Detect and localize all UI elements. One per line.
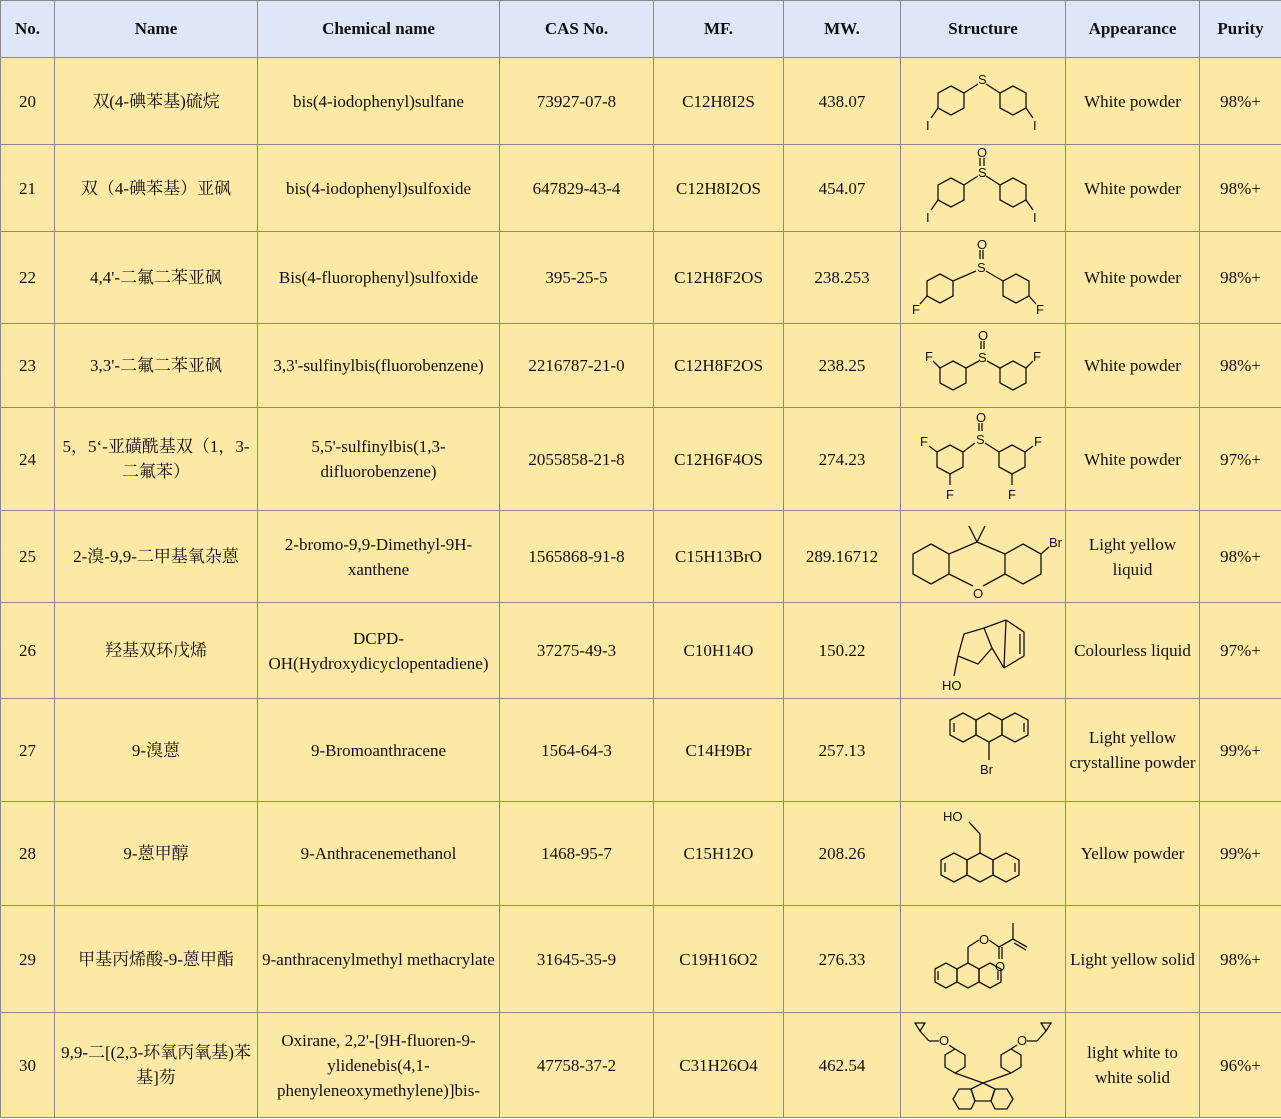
cell-purity[interactable]: 97%+ <box>1200 603 1281 699</box>
cell-appearance[interactable]: White powder <box>1066 408 1200 511</box>
cell-name[interactable]: 羟基双环戊烯 <box>55 603 258 699</box>
cell-purity[interactable]: 97%+ <box>1200 408 1281 511</box>
cell-no[interactable]: 28 <box>1 802 55 906</box>
cell-appearance[interactable]: White powder <box>1066 324 1200 408</box>
structure-drawing <box>928 702 1038 798</box>
cell-name[interactable]: 5，5‘-亚磺酰基双（1，3-二氟苯） <box>55 408 258 511</box>
cell-chemical-name[interactable]: 2-bromo-9,9-Dimethyl-9H-xanthene <box>258 511 500 603</box>
structure-drawing <box>908 411 1058 507</box>
oxygen-label: O <box>995 959 1006 974</box>
cell-no[interactable]: 25 <box>1 511 55 603</box>
cell-mw[interactable]: 257.13 <box>784 699 901 802</box>
cell-mw[interactable]: 238.25 <box>784 324 901 408</box>
iodine-label: I <box>926 118 930 133</box>
table-row <box>1 906 1281 1013</box>
table-row <box>1 1013 1281 1118</box>
oxygen-label: O <box>939 1033 950 1048</box>
fluorine-label: F <box>1034 434 1042 449</box>
sulfur-label: S <box>977 259 986 275</box>
cell-name[interactable]: 甲基丙烯酸-9-蒽甲酯 <box>55 906 258 1013</box>
cell-mf[interactable]: C12H6F4OS <box>654 408 784 511</box>
cell-chemical-name[interactable]: 9-anthracenylmethyl methacrylate <box>258 906 500 1013</box>
oxygen-label: O <box>978 330 989 343</box>
cell-mw[interactable]: 150.22 <box>784 603 901 699</box>
header-mf[interactable]: MF. <box>654 1 784 58</box>
iodine-label: I <box>926 210 930 225</box>
cell-mf[interactable]: C12H8I2S <box>654 58 784 145</box>
table-row <box>1 511 1281 603</box>
bromine-label: Br <box>980 762 993 777</box>
cell-purity[interactable]: 98%+ <box>1200 906 1281 1013</box>
cell-appearance[interactable]: Light yellow liquid <box>1066 511 1200 603</box>
table-row <box>1 324 1281 408</box>
cell-cas[interactable]: 31645-35-9 <box>500 906 654 1013</box>
sulfur-label: S <box>978 349 987 365</box>
header-purity[interactable]: Purity <box>1200 1 1281 58</box>
fluorine-label: F <box>1008 487 1016 502</box>
fluorine-label: F <box>920 434 928 449</box>
cell-name[interactable]: 双（4-碘苯基）亚砜 <box>55 145 258 232</box>
sulfur-label: S <box>976 432 985 447</box>
table-row <box>1 58 1281 145</box>
fluorine-label: F <box>1033 348 1041 364</box>
cell-mf[interactable]: C12H8F2OS <box>654 324 784 408</box>
cell-chemical-name[interactable]: DCPD-OH(Hydroxydicyclopentadiene) <box>258 603 500 699</box>
cell-mw[interactable]: 454.07 <box>784 145 901 232</box>
cell-name[interactable]: 双(4-碘苯基)硫烷 <box>55 58 258 145</box>
header-row <box>1 1 1281 58</box>
cell-mw[interactable]: 438.07 <box>784 58 901 145</box>
cell-appearance[interactable]: Colourless liquid <box>1066 603 1200 699</box>
cell-cas[interactable]: 47758-37-2 <box>500 1013 654 1118</box>
fluorine-label: F <box>946 487 954 502</box>
cell-mw[interactable]: 238.253 <box>784 232 901 324</box>
cell-mw[interactable]: 274.23 <box>784 408 901 511</box>
cell-name[interactable]: 3,3'-二氟二苯亚砜 <box>55 324 258 408</box>
cell-structure[interactable] <box>901 511 1066 603</box>
cell-structure[interactable] <box>901 408 1066 511</box>
cell-name[interactable]: 9-蒽甲醇 <box>55 802 258 906</box>
cell-chemical-name[interactable]: bis(4-iodophenyl)sulfane <box>258 58 500 145</box>
cell-mf[interactable]: C31H26O4 <box>654 1013 784 1118</box>
cell-name[interactable]: 2-溴-9,9-二甲基氧杂蒽 <box>55 511 258 603</box>
oxygen-label: O <box>1017 1033 1028 1048</box>
structure-drawing <box>908 238 1058 318</box>
cell-appearance[interactable]: Light yellow crystalline powder <box>1066 699 1200 802</box>
header-cas[interactable]: CAS No. <box>500 1 654 58</box>
cell-cas[interactable]: 37275-49-3 <box>500 603 654 699</box>
oxygen-label: O <box>973 585 984 600</box>
cell-cas[interactable]: 1565868-91-8 <box>500 511 654 603</box>
cell-purity[interactable]: 98%+ <box>1200 324 1281 408</box>
cell-chemical-name[interactable]: Oxirane, 2,2'-[9H-fluoren-9-ylidenebis(4,1-phenyleneoxymethylene)]bis- <box>258 1013 500 1118</box>
cell-appearance[interactable]: Light yellow solid <box>1066 906 1200 1013</box>
cell-mf[interactable]: C15H13BrO <box>654 511 784 603</box>
cell-structure[interactable] <box>901 145 1066 232</box>
table-row <box>1 802 1281 906</box>
oxygen-label: O <box>977 237 988 252</box>
cell-mw[interactable]: 462.54 <box>784 1013 901 1118</box>
iodine-label: I <box>1033 118 1037 133</box>
cell-cas[interactable]: 2216787-21-0 <box>500 324 654 408</box>
hydroxyl-label: HO <box>943 808 963 824</box>
cell-appearance[interactable]: White powder <box>1066 145 1200 232</box>
fluorine-label: F <box>912 301 920 317</box>
cell-chemical-name[interactable]: 5,5'-sulfinylbis(1,3-difluorobenzene) <box>258 408 500 511</box>
cell-chemical-name[interactable]: 9-Bromoanthracene <box>258 699 500 802</box>
cell-no[interactable]: 27 <box>1 699 55 802</box>
cell-no[interactable]: 24 <box>1 408 55 511</box>
table-row <box>1 408 1281 511</box>
structure-drawing <box>923 911 1043 1007</box>
cell-structure[interactable] <box>901 906 1066 1013</box>
cell-no[interactable]: 22 <box>1 232 55 324</box>
oxygen-label: O <box>979 932 990 947</box>
iodine-label: I <box>1033 210 1037 225</box>
cell-mf[interactable]: C15H12O <box>654 802 784 906</box>
cell-no[interactable]: 26 <box>1 603 55 699</box>
cell-purity[interactable]: 98%+ <box>1200 511 1281 603</box>
table-row <box>1 699 1281 802</box>
cell-purity[interactable]: 96%+ <box>1200 1013 1281 1118</box>
table-row <box>1 232 1281 324</box>
cell-chemical-name[interactable]: 9-Anthracenemethanol <box>258 802 500 906</box>
cell-name[interactable]: 9,9-二[(2,3-环氧丙氧基)苯基]芴 <box>55 1013 258 1118</box>
table-row <box>1 603 1281 699</box>
cell-chemical-name[interactable]: 3,3'-sulfinylbis(fluorobenzene) <box>258 324 500 408</box>
header-mw[interactable]: MW. <box>784 1 901 58</box>
structure-drawing <box>903 514 1063 600</box>
fluorine-label: F <box>925 348 933 364</box>
cell-cas[interactable]: 73927-07-8 <box>500 58 654 145</box>
cell-mf[interactable]: C10H14O <box>654 603 784 699</box>
cell-structure[interactable] <box>901 699 1066 802</box>
hydroxyl-label: HO <box>942 677 962 693</box>
cell-structure[interactable] <box>901 324 1066 408</box>
cell-mf[interactable]: C14H9Br <box>654 699 784 802</box>
cell-mw[interactable]: 289.16712 <box>784 511 901 603</box>
cell-no[interactable]: 30 <box>1 1013 55 1118</box>
cell-appearance[interactable]: White powder <box>1066 58 1200 145</box>
cell-chemical-name[interactable]: Bis(4-fluorophenyl)sulfoxide <box>258 232 500 324</box>
cell-cas[interactable]: 395-25-5 <box>500 232 654 324</box>
cell-structure[interactable] <box>901 802 1066 906</box>
structure-drawing <box>913 66 1053 136</box>
oxygen-label: O <box>977 148 988 160</box>
structure-drawing <box>903 1015 1063 1115</box>
cell-name[interactable]: 9-溴蒽 <box>55 699 258 802</box>
oxygen-label: O <box>976 411 987 425</box>
sulfur-label: S <box>978 72 987 87</box>
structure-drawing <box>913 331 1053 401</box>
cell-cas[interactable]: 1564-64-3 <box>500 699 654 802</box>
sulfur-label: S <box>978 165 987 180</box>
header-no[interactable]: No. <box>1 1 55 58</box>
cell-mw[interactable]: 276.33 <box>784 906 901 1013</box>
cell-appearance[interactable]: White powder <box>1066 232 1200 324</box>
header-appearance[interactable]: Appearance <box>1066 1 1200 58</box>
cell-no[interactable]: 29 <box>1 906 55 1013</box>
cell-purity[interactable]: 99%+ <box>1200 699 1281 802</box>
fluorine-label: F <box>1036 301 1044 317</box>
structure-drawing <box>918 606 1048 696</box>
cell-mf[interactable]: C19H16O2 <box>654 906 784 1013</box>
cell-structure[interactable] <box>901 603 1066 699</box>
cell-appearance[interactable]: Yellow powder <box>1066 802 1200 906</box>
cell-appearance[interactable]: light white to white solid <box>1066 1013 1200 1118</box>
structure-drawing <box>913 148 1053 228</box>
cell-mw[interactable]: 208.26 <box>784 802 901 906</box>
header-structure[interactable]: Structure <box>901 1 1066 58</box>
cell-purity[interactable]: 98%+ <box>1200 145 1281 232</box>
header-chemical-name[interactable]: Chemical name <box>258 1 500 58</box>
cell-structure[interactable] <box>901 58 1066 145</box>
cell-cas[interactable]: 2055858-21-8 <box>500 408 654 511</box>
cell-name[interactable]: 4,4'-二氟二苯亚砜 <box>55 232 258 324</box>
cell-no[interactable]: 21 <box>1 145 55 232</box>
cell-cas[interactable]: 1468-95-7 <box>500 802 654 906</box>
table-row <box>1 145 1281 232</box>
cell-no[interactable]: 23 <box>1 324 55 408</box>
cell-no[interactable]: 20 <box>1 58 55 145</box>
cell-chemical-name[interactable]: bis(4-iodophenyl)sulfoxide <box>258 145 500 232</box>
cell-purity[interactable]: 98%+ <box>1200 58 1281 145</box>
bromine-label: Br <box>1049 534 1062 550</box>
cell-purity[interactable]: 99%+ <box>1200 802 1281 906</box>
cell-purity[interactable]: 98%+ <box>1200 232 1281 324</box>
cell-cas[interactable]: 647829-43-4 <box>500 145 654 232</box>
cell-mf[interactable]: C12H8F2OS <box>654 232 784 324</box>
header-name[interactable]: Name <box>55 1 258 58</box>
structure-drawing <box>923 806 1043 902</box>
cell-mf[interactable]: C12H8I2OS <box>654 145 784 232</box>
cell-structure[interactable] <box>901 1013 1066 1118</box>
cell-structure[interactable] <box>901 232 1066 324</box>
